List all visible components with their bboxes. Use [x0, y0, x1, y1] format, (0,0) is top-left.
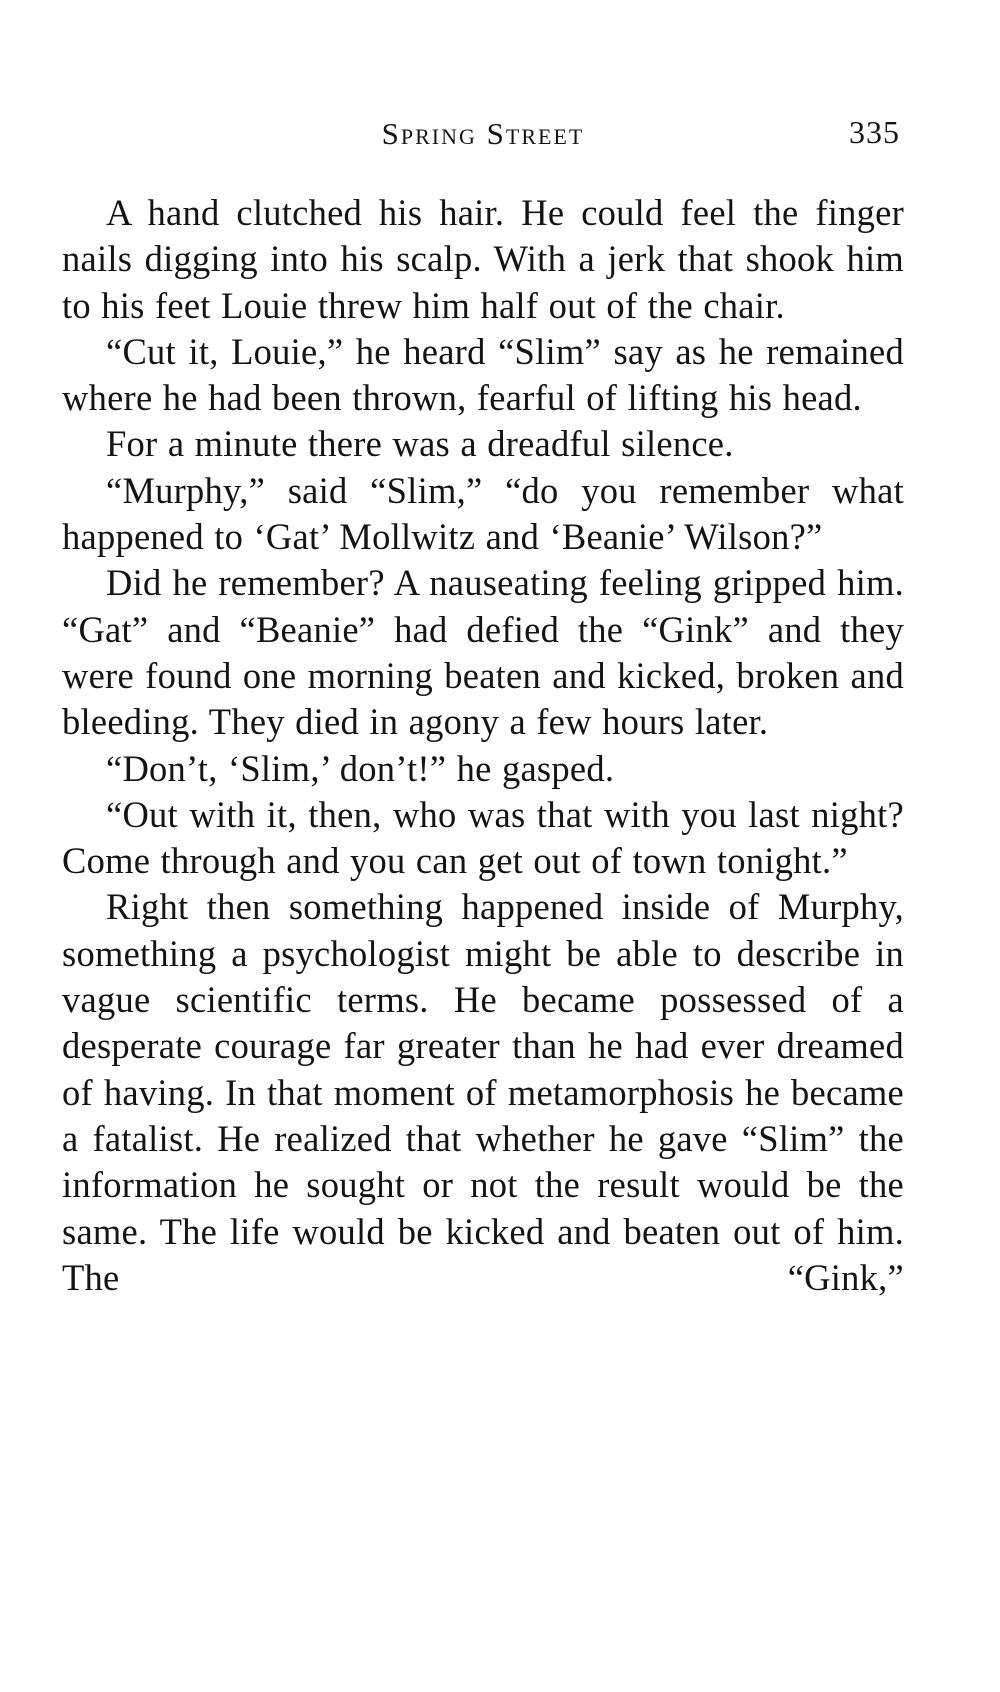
- running-head: [62, 108, 904, 168]
- paragraph: “Murphy,” said “Slim,” “do you remember what happened to ‘Gat’ Mollwitz and ‘Beanie’ Wilson?”: [62, 469, 904, 558]
- paragraph: A hand clutched his hair. He could feel the finger nails digging into his scalp. With a jerk that shook him to his feet Louie threw him half out of the chair.: [62, 192, 904, 326]
- paragraph: “Cut it, Louie,” he heard “Slim” say as he remained where he had been thrown, fearful of lifting his head.: [62, 330, 904, 419]
- page-number: 335: [849, 114, 900, 150]
- paragraph: “Don’t, ‘Slim,’ don’t!” he gasped.: [106, 747, 615, 789]
- paragraph: For a minute there was a dreadful silence.: [106, 423, 734, 465]
- running-title: Spring Street: [381, 116, 585, 151]
- paragraph: Right then something happened inside of Murphy, something a psychologist might be able to describe in vague scientific terms. He became possessed of a desperate courage far greater than he had ever dreamed of having. In that moment of metamorphosis he became a fatalist. He realized that whether he gave “Slim” the information he sought or not the result would be the same. The life would be kicked and beaten out of him. The “Gink,”: [62, 886, 904, 1298]
- book-page: [62, 108, 904, 1301]
- body-text: [62, 190, 904, 1301]
- paragraph: “Out with it, then, who was that with you last night? Come through and you can get out of town tonight.”: [62, 793, 904, 882]
- paragraph: Did he remember? A nauseating feeling gripped him. “Gat” and “Beanie” had defied the “Gink” and they were found one morning beaten and kicked, broken and bleeding. They died in agony a few hours later.: [62, 562, 904, 743]
